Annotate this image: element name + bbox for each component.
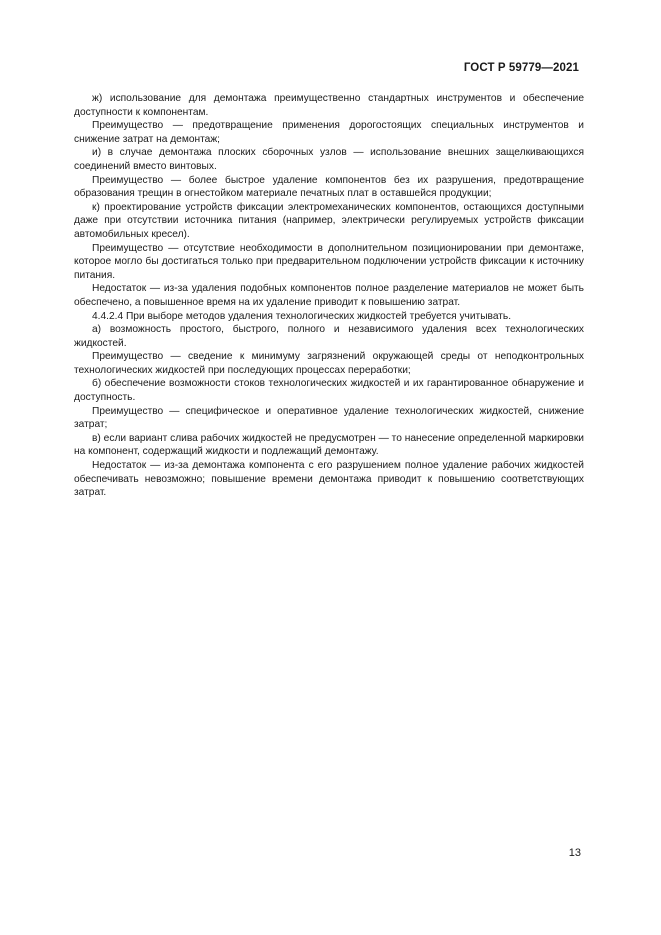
document-standard-code: ГОСТ Р 59779—2021 bbox=[463, 62, 579, 74]
paragraph-clause-4-4-2-4: 4.4.2.4 При выборе методов удаления технологических жидкостей требуется учитывать. bbox=[92, 310, 512, 322]
paragraph-item-a: а) возможность простого, быстрого, полного и независимого удаления всех технологических жидкостей. bbox=[74, 324, 584, 349]
paragraph-item-k: к) проектирование устройств фиксации электромеханических компонентов, остающихся доступными даже при отсутствии источника питания (например, электрически регулируемых устройств фиксации автомобильных кресел). bbox=[74, 201, 584, 240]
document-body bbox=[74, 92, 584, 500]
paragraph-item-zh: ж) использование для демонтажа преимущественно стандартных инструментов и обеспечение доступности к компонентам. bbox=[74, 93, 584, 118]
paragraph-item-b: б) обеспечение возможности стоков технологических жидкостей и их гарантированное обнаружение и доступность. bbox=[74, 378, 584, 404]
paragraph-advantage-positioning: Преимущество — отсутствие необходимости в дополнительном позиционировании при демонтаже, которое могло бы достигаться только при предварительном подключении устройств фиксации к источнику питания. bbox=[74, 242, 584, 281]
page-number: 13 bbox=[568, 847, 581, 859]
paragraph-advantage-snap-fit: Преимущество — более быстрое удаление компонентов без их разрушения, предотвращение образования трещин в огнестойком материале печатных плат в оставшейся продукции; bbox=[74, 174, 584, 200]
paragraph-advantage-pollution: Преимущество — сведение к минимуму загрязнений окружающей среды от неподконтрольных технологических жидкостей при последующих процессах переработки; bbox=[74, 351, 584, 376]
paragraph-disadvantage-fluids: Недостаток — из-за демонтажа компонента с его разрушением полное удаление рабочих жидкостей обеспечивать невозможно; повышение времени демонтажа приводит к повышению соответствующих затрат. bbox=[74, 460, 584, 499]
paragraph-disadvantage-separation: Недостаток — из-за удаления подобных компонентов полное разделение материалов не может быть обеспечено, а повышенное время на их удаление приводит к повышению затрат. bbox=[74, 283, 584, 308]
paragraph-advantage-tools: Преимущество — предотвращение применения дорогостоящих специальных инструментов и снижение затрат на демонтаж; bbox=[74, 120, 584, 145]
paragraph-item-i: и) в случае демонтажа плоских сборочных узлов — использование внешних защелкивающихся соединений вместо винтовых. bbox=[74, 147, 584, 172]
paragraph-item-v: в) если вариант слива рабочих жидкостей не предусмотрен — то нанесение определенной маркировки на компонент, содержащий жидкости и подлежащий демонтажу. bbox=[74, 432, 584, 458]
paragraph-advantage-removal: Преимущество — специфическое и оперативное удаление технологических жидкостей, снижение затрат; bbox=[74, 405, 584, 431]
